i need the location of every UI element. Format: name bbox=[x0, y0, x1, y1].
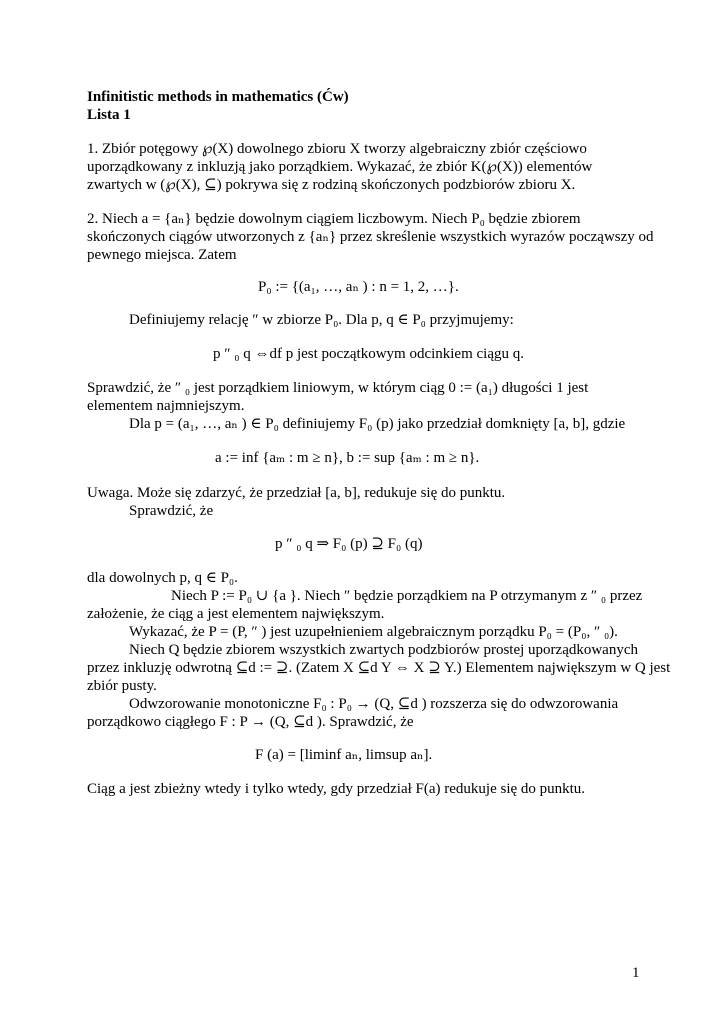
text-line: skończonych ciągów utworzonych z {aₙ} przez skreślenie wszystkich wyrazów począwszy od bbox=[87, 229, 654, 245]
text-line: P₀ := {(a₁, …, aₙ ) : n = 1, 2, …}. bbox=[258, 279, 459, 295]
text-line: porządkowo ciągłego F : P → (Q, ⊆d ). Sprawdzić, że bbox=[87, 714, 414, 730]
text-line: Dla p = (a₁, …, aₙ ) ∈ P₀ definiujemy F₀ (p) jako przedział domknięty [a, b], gdzie bbox=[129, 416, 626, 432]
document-subtitle: Lista 1 bbox=[87, 107, 131, 123]
text-line: Sprawdzić, że ″ ₀ jest porządkiem liniowym, w którym ciąg 0 := (a₁) długości 1 jest bbox=[87, 380, 589, 396]
text-line: Definiujemy relację ″ w zbiorze P₀. Dla p, q ∈ P₀ przyjmujemy: bbox=[129, 312, 514, 328]
text-line: pewnego miejsca. Zatem bbox=[87, 247, 237, 263]
document-title: Infinitistic methods in mathematics (Ćw) bbox=[87, 89, 349, 105]
text-line: a := inf {aₘ : m ≥ n}, b := sup {aₘ : m ≥ n}. bbox=[215, 450, 480, 466]
text-line: dla dowolnych p, q ∈ P₀. bbox=[87, 570, 238, 586]
text-line: elementem najmniejszym. bbox=[87, 398, 245, 414]
text-line: 2. Niech a = {aₙ} będzie dowolnym ciągiem liczbowym. Niech P₀ będzie zbiorem bbox=[87, 211, 581, 227]
text-line: Wykazać, że P = (P, ″ ) jest uzupełnieniem algebraicznym porządku P₀ = (P₀, ″ ₀). bbox=[129, 624, 618, 640]
page-number: 1 bbox=[632, 965, 640, 981]
text-line: Ciąg a jest zbieżny wtedy i tylko wtedy, gdy przedział F(a) redukuje się do punktu. bbox=[87, 781, 586, 797]
text-line: p ″ ₀ q ⇒ F₀ (p) ⊇ F₀ (q) bbox=[275, 536, 423, 552]
text-line: Odwzorowanie monotoniczne F₀ : P₀ → (Q, ⊆d ) rozszerza się do odwzorowania bbox=[129, 696, 619, 712]
text-line: zwartych w (℘(X), ⊆) pokrywa się z rodziną skończonych podzbiorów zbioru X. bbox=[87, 177, 576, 193]
text-line: Niech Q będzie zbiorem wszystkich zwartych podzbiorów prostej uporządkowanych bbox=[129, 642, 638, 658]
text-line: uporządkowany z inkluzją jako porządkiem. Wykazać, że zbiór K(℘(X)) elementów bbox=[87, 159, 593, 175]
text-line: przez inkluzję odwrotną ⊆d := ⊇. (Zatem X ⊆d Y ⇔ X ⊇ Y.) Elementem największym w Q jest bbox=[87, 660, 671, 676]
text-line: Sprawdzić, że bbox=[129, 503, 214, 519]
text-line: 1. Zbiór potęgowy ℘(X) dowolnego zbioru X tworzy algebraiczny zbiór częściowo bbox=[87, 141, 587, 157]
text-line: Niech P := P₀ ∪ {a }. Niech ″ będzie porządkiem na P otrzymanym z ″ ₀ przez bbox=[171, 588, 643, 604]
text-line: F (a) = [liminf aₙ, limsup aₙ]. bbox=[255, 747, 433, 763]
text-line: zbiór pusty. bbox=[87, 678, 157, 694]
text-line: Uwaga. Może się zdarzyć, że przedział [a, b], redukuje się do punktu. bbox=[87, 485, 506, 501]
text-line: założenie, że ciąg a jest elementem największym. bbox=[87, 606, 385, 622]
text-line: p ″ ₀ q ⇔df p jest początkowym odcinkiem ciągu q. bbox=[213, 346, 524, 362]
